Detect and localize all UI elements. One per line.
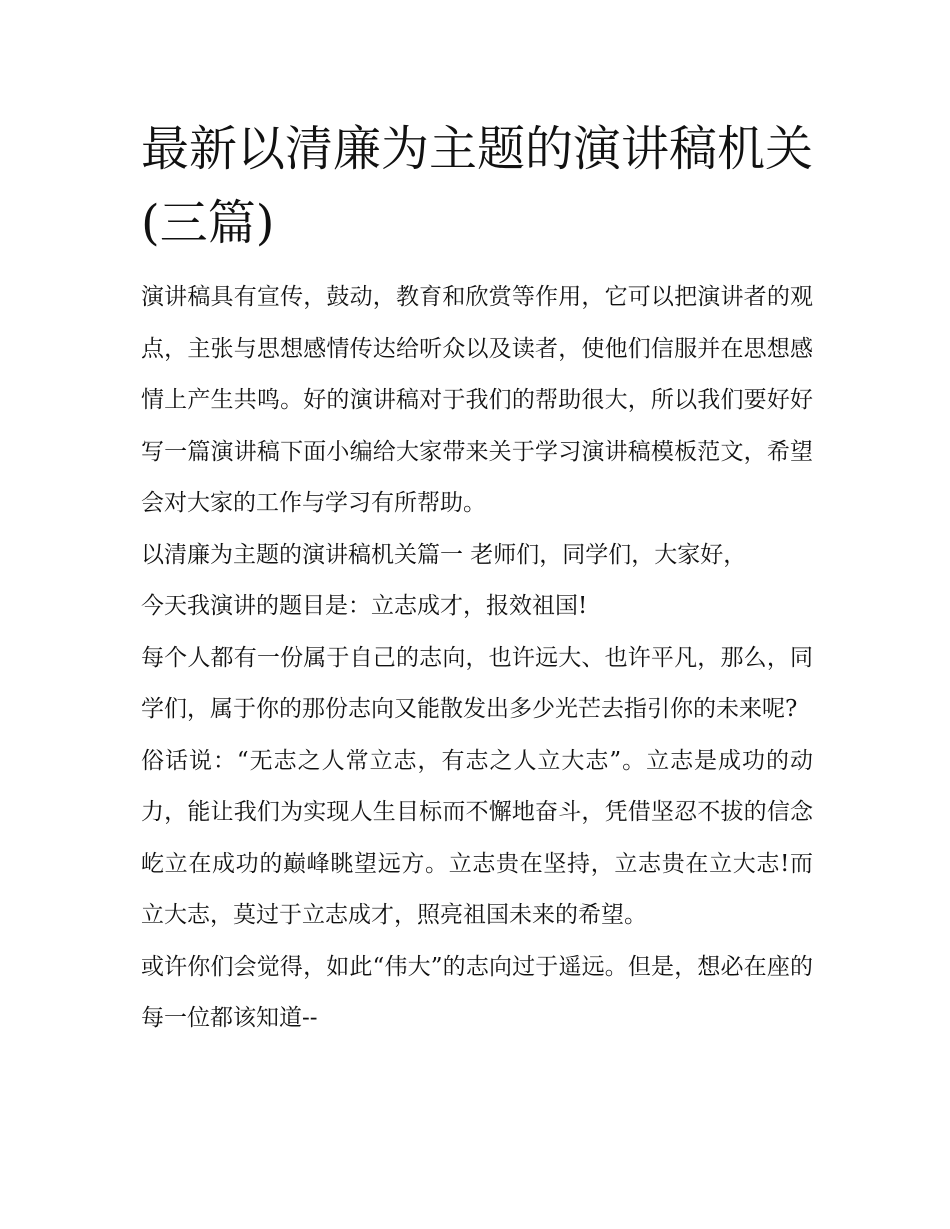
- paragraph-intro: 演讲稿具有宣传，鼓动，教育和欣赏等作用，它可以把演讲者的观点，主张与思想感情传达给听众以及读者，使他们信服并在思想感情上产生共鸣。好的演讲稿对于我们的帮助很大，所以我们要好好写一篇演讲稿下面小编给大家带来关于学习演讲稿模板范文，希望会对大家的工作与学习有所帮助。: [141, 284, 813, 516]
- paragraph-aspiration: 每个人都有一份属于自己的志向，也许远大、也许平凡，那么，同学们，属于你的那份志向又能散发出多少光芒去指引你的未来呢?: [141, 644, 813, 722]
- document-page: [141, 112, 813, 1045]
- paragraph-topic: 今天我演讲的题目是：立志成才，报效祖国!: [141, 593, 588, 619]
- paragraph-closing: 或许你们会觉得，如此“伟大”的志向过于遥远。但是，想必在座的每一位都该知道--: [141, 953, 813, 1031]
- document-title: 最新以清廉为主题的演讲稿机关(三篇): [141, 121, 814, 251]
- paragraph-greeting: 以清廉为主题的演讲稿机关篇一 老师们，同学们，大家好，: [141, 541, 747, 568]
- paragraph-proverb: 俗话说：“无志之人常立志，有志之人立大志”。立志是成功的动力，能让我们为实现人生目标而不懈地奋斗，凭借坚忍不拔的信念屹立在成功的巅峰眺望远方。立志贵在坚持，立志贵在立大志!而立大志，莫过于立志成才，照亮祖国未来的希望。: [141, 747, 813, 928]
